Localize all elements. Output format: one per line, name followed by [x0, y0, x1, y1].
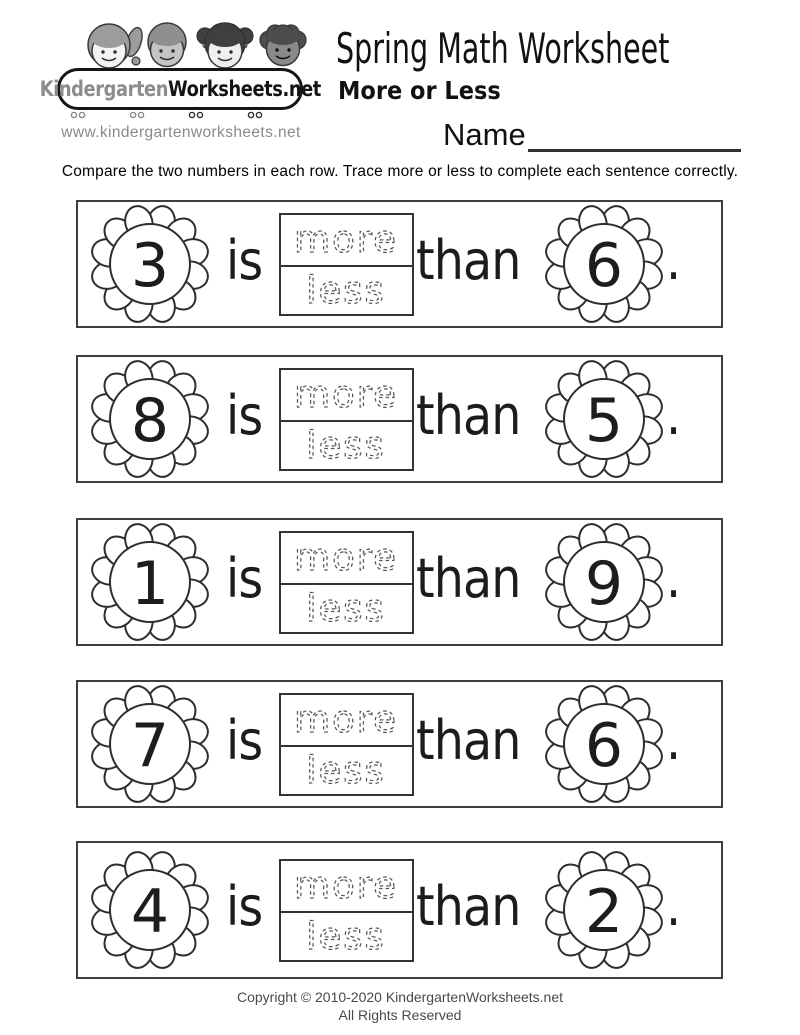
- word-than: than: [416, 547, 521, 610]
- word-is: is: [226, 384, 263, 447]
- trace-word-more: more: [294, 372, 398, 416]
- left-number: 8: [130, 386, 170, 456]
- trace-word-less: less: [306, 914, 386, 958]
- word-than: than: [416, 709, 521, 772]
- trace-word-more: more: [294, 217, 398, 261]
- word-than: than: [416, 875, 521, 938]
- trace-word-more: more: [294, 697, 398, 741]
- flower-icon: [544, 850, 664, 970]
- worksheet-row: [76, 841, 723, 979]
- trace-word-more: more: [294, 863, 398, 907]
- logo-url: www.kindergartenworksheets.net: [61, 124, 301, 141]
- word-than: than: [416, 229, 521, 292]
- name-label: Name: [443, 117, 526, 152]
- more-less-tracebox: [279, 859, 414, 962]
- logo-text-worksheets: Worksheets.net: [167, 77, 321, 101]
- trace-word-less: less: [306, 748, 386, 792]
- logo-banner-text: [39, 77, 320, 101]
- flower-icon: [90, 522, 210, 642]
- flower-icon: [90, 684, 210, 804]
- logo-banner: [39, 68, 321, 110]
- right-number: 9: [584, 549, 624, 619]
- more-less-tracebox: [279, 693, 414, 796]
- more-less-tracebox: [279, 213, 414, 316]
- logo-text-kindergarten: Kindergarten: [39, 77, 168, 101]
- trace-word-less: less: [306, 586, 386, 630]
- more-option[interactable]: [281, 695, 412, 747]
- word-is: is: [226, 547, 263, 610]
- trace-word-more: more: [294, 535, 398, 579]
- more-less-tracebox: [279, 531, 414, 634]
- right-number: 5: [584, 386, 624, 456]
- word-than: than: [416, 384, 521, 447]
- sentence-period: .: [666, 875, 681, 938]
- flower-icon: [90, 850, 210, 970]
- footer: [0, 988, 800, 1024]
- flower-icon: [90, 359, 210, 479]
- footer-copyright: Copyright © 2010-2020 KindergartenWorksheets.net: [236, 989, 564, 1005]
- less-option[interactable]: [281, 422, 412, 469]
- less-option[interactable]: [281, 585, 412, 632]
- right-number: 6: [584, 711, 624, 781]
- worksheet-row: [76, 518, 723, 646]
- less-option[interactable]: [281, 267, 412, 314]
- left-number: 7: [130, 711, 170, 781]
- left-number: 3: [130, 231, 170, 301]
- right-number: 6: [584, 231, 624, 301]
- page-title: Spring Math Worksheet: [336, 24, 670, 73]
- word-is: is: [226, 875, 263, 938]
- left-number: 4: [130, 877, 170, 947]
- footer-rights: All Rights Reserved: [338, 1007, 462, 1024]
- word-is: is: [226, 229, 263, 292]
- name-blank-line[interactable]: [528, 121, 741, 152]
- more-option[interactable]: [281, 533, 412, 585]
- flower-icon: [90, 204, 210, 324]
- more-option[interactable]: [281, 215, 412, 267]
- less-option[interactable]: [281, 913, 412, 960]
- trace-word-less: less: [306, 268, 386, 312]
- flower-icon: [544, 522, 664, 642]
- word-is: is: [226, 709, 263, 772]
- flower-icon: [544, 359, 664, 479]
- less-option[interactable]: [281, 747, 412, 794]
- trace-word-less: less: [306, 423, 386, 467]
- sentence-period: .: [666, 547, 681, 610]
- left-number: 1: [130, 549, 170, 619]
- more-option[interactable]: [281, 861, 412, 913]
- instructions-text: Compare the two numbers in each row. Trace more or less to complete each sentence correctly.: [61, 163, 739, 180]
- more-option[interactable]: [281, 370, 412, 422]
- more-less-tracebox: [279, 368, 414, 471]
- flower-icon: [544, 204, 664, 324]
- right-number: 2: [584, 877, 624, 947]
- flower-icon: [544, 684, 664, 804]
- worksheet-row: [76, 355, 723, 483]
- worksheet-row: [76, 200, 723, 328]
- page-subtitle: More or Less: [338, 76, 501, 105]
- sentence-period: .: [666, 709, 681, 772]
- name-field-row: [443, 118, 741, 152]
- sentence-period: .: [666, 384, 681, 447]
- sentence-period: .: [666, 229, 681, 292]
- worksheet-row: [76, 680, 723, 808]
